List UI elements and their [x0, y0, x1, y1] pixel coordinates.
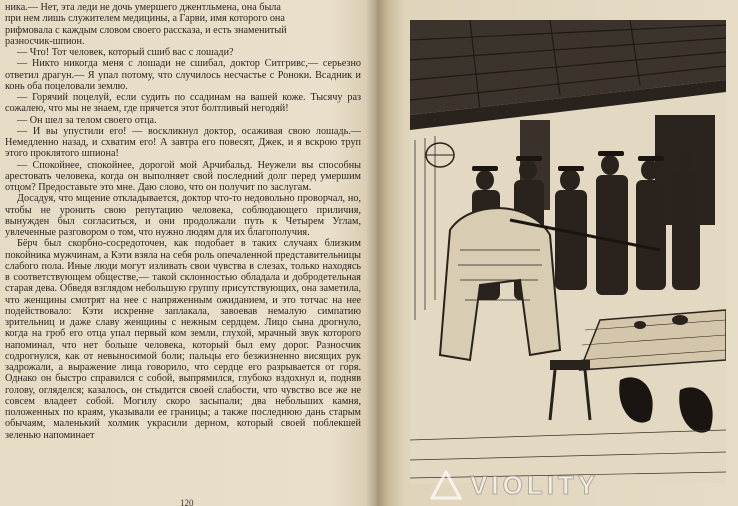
text-line: при нем лишь служителем медицины, а Гарви, имя которого она	[5, 13, 285, 25]
page-number: 120	[180, 498, 194, 506]
paragraph: — Никто никогда меня с лошади не сшибал, доктор Ситгривс,— серьезно ответил драгун.— Я упал потому, что случилось несчастье с Роноки. Всадник и конь оба поцеловали землю.	[5, 58, 361, 92]
watermark-logo-icon	[430, 470, 462, 500]
book-gutter	[366, 0, 388, 506]
text-line: — Что! Тот человек, который сшиб вас с лошади?	[17, 47, 234, 58]
paragraph: — Горячий поцелуй, если судить по ссадинам на вашей коже. Тысячу раз сожалею, что мы не знаем, где прячется этот болтливый негодяй!	[5, 92, 361, 115]
paragraph: — И вы упустили его! — воскликнул доктор, осаживая свою лошадь.— Немедленно назад, и схватим его! А завтра его повесят, Джек, и я вскрою труп этого проклятого шпиона!	[5, 125, 361, 160]
left-page	[0, 0, 368, 506]
text-line: ника.— Нет, эта леди не дочь умершего джентльмена, она была	[5, 2, 281, 13]
text-column	[5, 2, 363, 441]
right-page	[390, 0, 738, 506]
watermark: VIOLITY	[470, 470, 600, 500]
text-line: разносчик-шпион.	[5, 35, 85, 47]
paragraph: — Он шел за телом своего отца.	[17, 114, 157, 126]
engraving-illustration	[410, 20, 726, 483]
paragraph: Бёрч был скорбно-сосредоточен, как подобает в таких случаях близким покойника мужчинам, а Кэти взяла на себя роль опечаленной представительницы слабого пола. Иные люди могут изливать свои чувства в слезах, только находясь в соответствующем обществе,— такой склонностью обладала и добродетельная старая дева. Обведя взглядом небольшую группу присутствующих, она заметила, что женщины смотрят на нее с напряженным ожиданием, и это тотчас на нее подействовало: Кэти искренне заплакала, завоевав немалую симпатию зрительниц и даже славу женщины с нежным сердцем. Лицо сына дрогнуло, когда на гроб его отца упал первый ком земли, глухой, мрачный звук которого напоминал, что нет больше человека, который был ему дорог. Разносчик содрогнулся, как от невыносимой боли; пальцы его безжизненно висящих рук задрожали, а выражение лица говорило, что сердце его разрывается от горя. Однако он быстро справился с собой, выпрямился, глубоко вздохнул и, подняв голову, огляделся; казалось, он стыдится своей слабости, что чувство все же не совсем владеет собой. Могилу скоро засыпали; два небольших камня, положенных по краям, указывали ее границы; а также последнюю дань старым обычаям, маленький холмик украсили дерном, который своей поблекшей зеленью напоминает	[5, 238, 361, 441]
paragraph: Досадуя, что мщение откладывается, доктор что-то недовольно проворчал, но, чтобы не уронить свою репутацию человека, соблюдающего приличия, вынужден был согласиться, и они продолжали путь к Четырем Углам, увлеченные разговором о том, что нужно людям для их благополучия.	[5, 193, 361, 238]
text-line: рифмовала с каждым словом своего рассказа, и есть знаменитый	[5, 24, 287, 36]
paragraph: — Спокойнее, спокойнее, дорогой мой Арчибальд. Неужели вы способны арестовать человека, когда он выполняет свой последний долг перед умершим отцом? Предоставьте это мне. Даю слово, что он получит по заслугам.	[5, 159, 361, 193]
